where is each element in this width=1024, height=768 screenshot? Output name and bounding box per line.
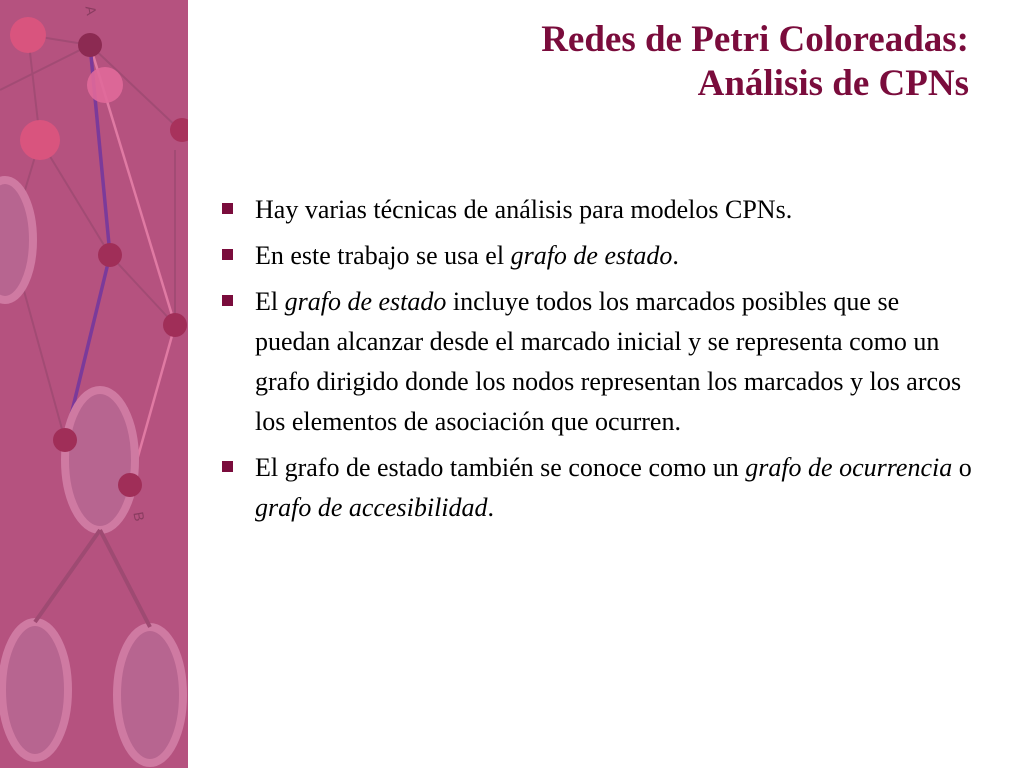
square-bullet-icon	[222, 295, 233, 306]
bullet-list	[218, 190, 978, 534]
text-segment: o	[952, 453, 972, 482]
bullet-item	[218, 282, 978, 442]
text-segment: En este trabajo se usa el	[255, 241, 511, 270]
italic-term: grafo de ocurrencia	[745, 453, 953, 482]
square-bullet-icon	[222, 203, 233, 214]
slide-title-line-2: Análisis de CPNs	[697, 63, 969, 104]
text-segment: Hay varias técnicas de análisis para modelos CPNs.	[255, 195, 793, 224]
text-segment: .	[672, 241, 679, 270]
bullet-text	[255, 453, 972, 522]
bullet-item	[218, 190, 978, 230]
italic-term: grafo de estado	[284, 287, 447, 316]
decor-letter-b: B	[130, 510, 148, 523]
italic-term: grafo de accesibilidad	[255, 493, 488, 522]
square-bullet-icon	[222, 461, 233, 472]
slide-title-line-1: Redes de Petri Coloreadas:	[541, 19, 969, 60]
network-graph-decoration	[0, 0, 188, 768]
bullet-item	[218, 236, 978, 276]
text-segment: El	[255, 287, 285, 316]
text-segment: .	[487, 493, 495, 522]
decor-letter-a: A	[82, 4, 100, 17]
decorative-network-panel	[0, 0, 188, 768]
text-segment: El grafo de estado también se conoce como un	[255, 453, 746, 482]
bullet-text	[255, 241, 679, 270]
italic-term: grafo de estado	[510, 241, 673, 270]
slide-title	[269, 18, 969, 106]
bullet-text	[255, 195, 792, 224]
bullet-item	[218, 448, 978, 528]
text-segment: incluye todos los marcados posibles que se puedan alcanzar desde el marcado inicial y se representa como un grafo dirigido donde los nodos representan los marcados y los arcos los elementos de asociación que ocurren.	[255, 287, 962, 436]
bullet-text	[255, 287, 961, 436]
square-bullet-icon	[222, 249, 233, 260]
